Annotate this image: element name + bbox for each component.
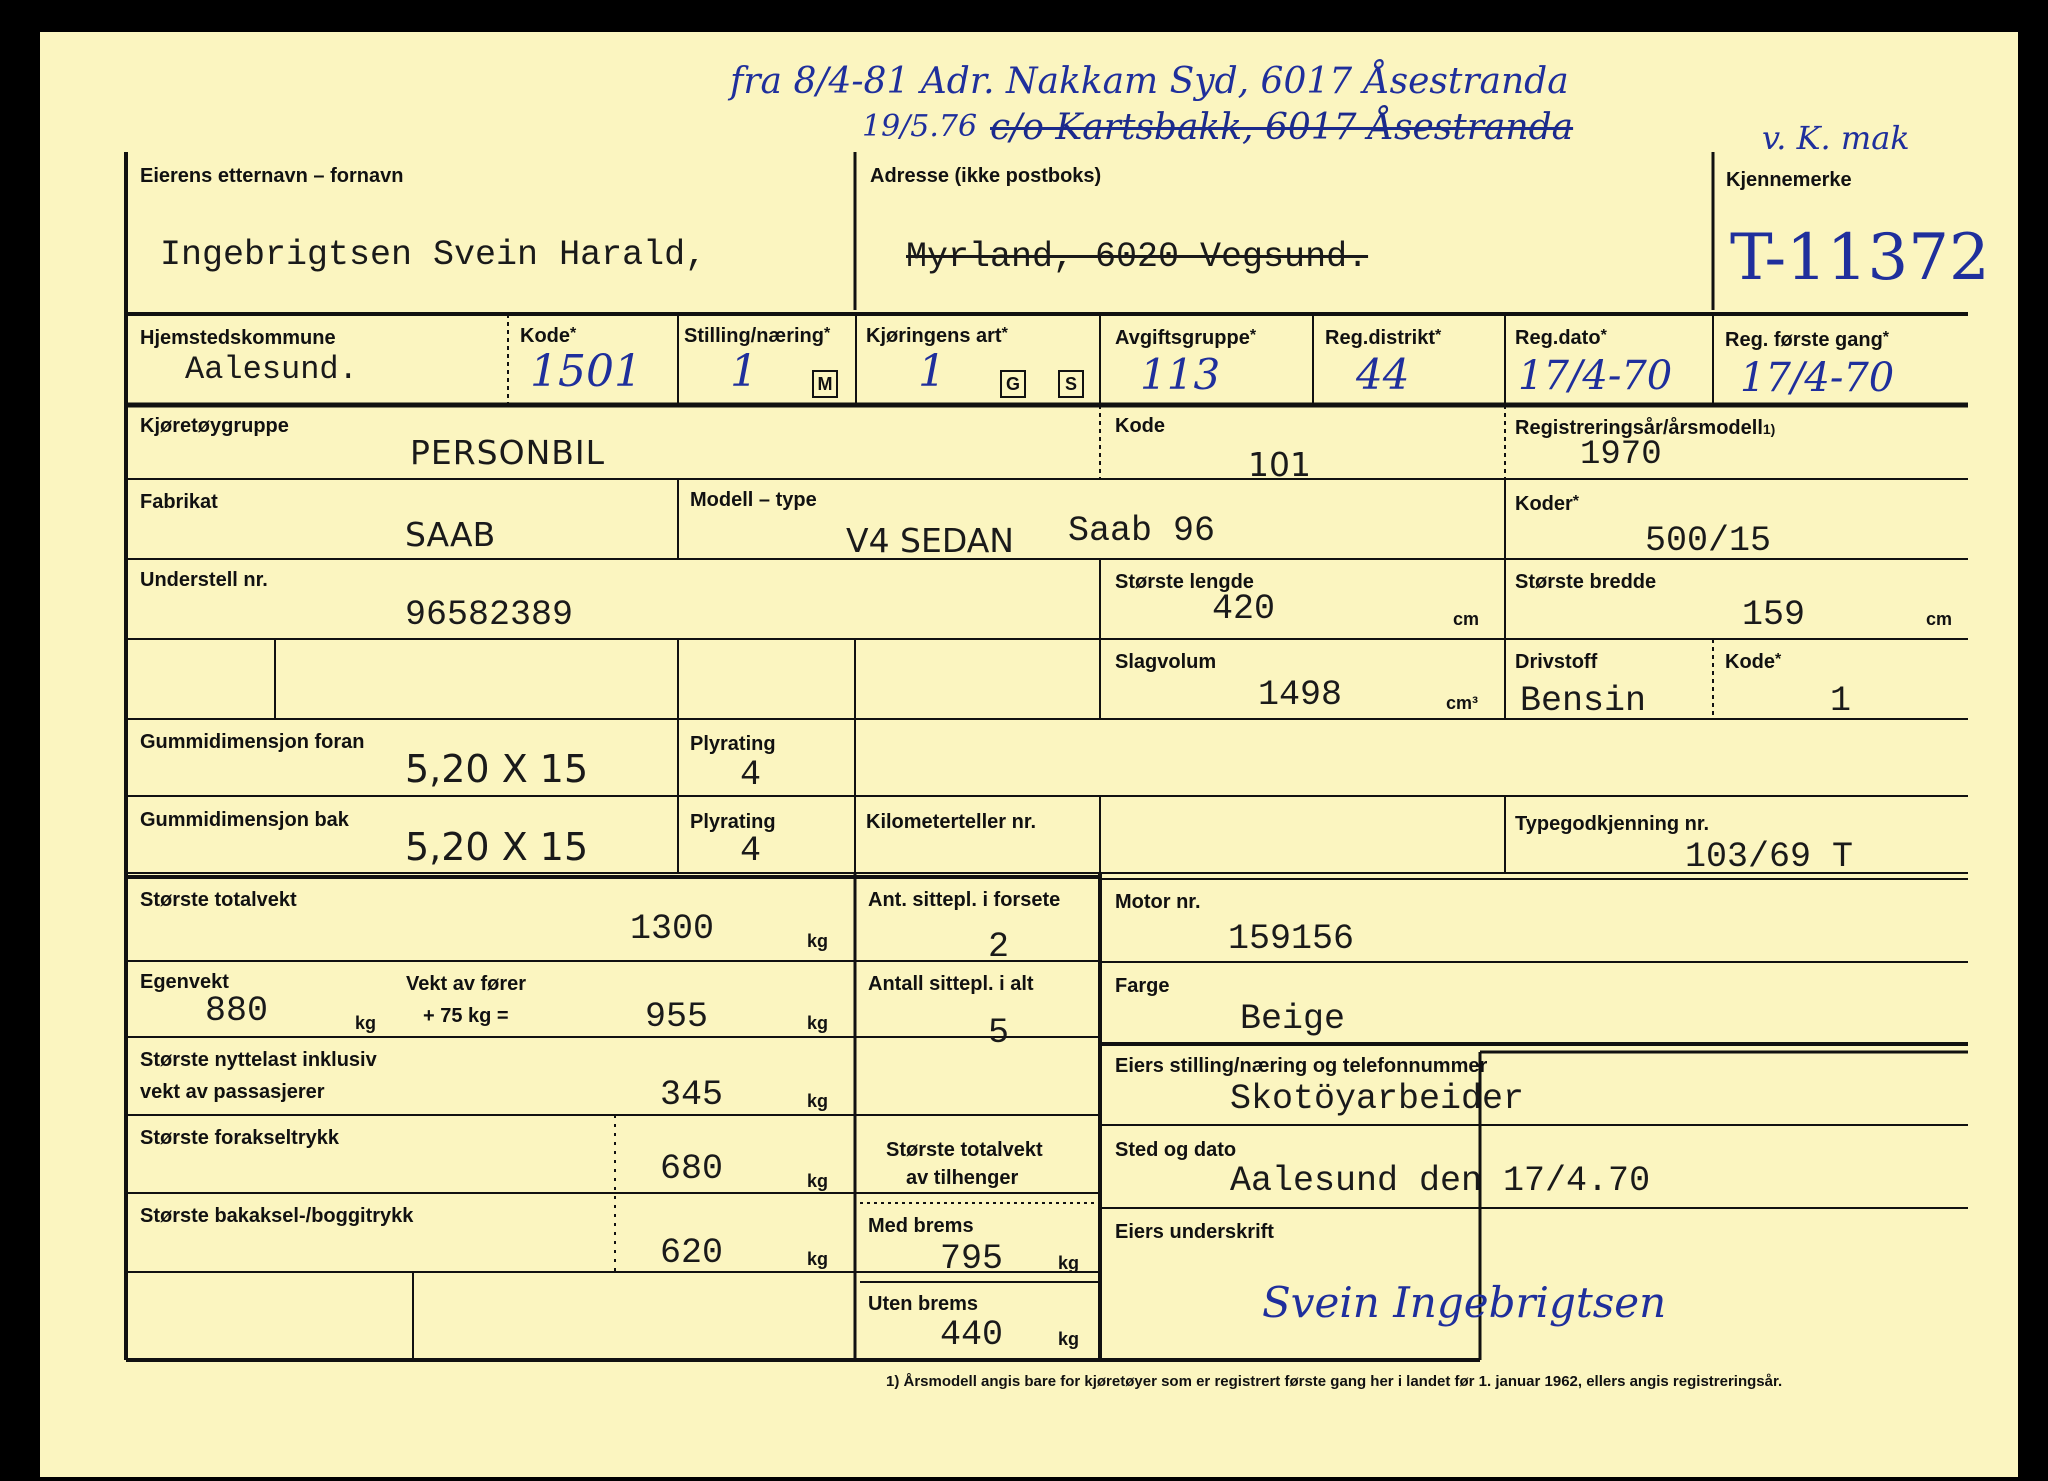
forer-formula: + 75 kg = <box>423 1005 509 1027</box>
stilling-box-m: M <box>812 370 838 398</box>
bredde-unit: cm <box>1926 609 1953 629</box>
drivkode-label: Kode* <box>1725 651 1782 673</box>
drivkode-value: 1 <box>1830 681 1852 721</box>
kode-value: 1501 <box>530 346 642 397</box>
handwritten-struck-address: c/o Kartsbakk, 6017 Åsestranda <box>990 107 1574 148</box>
medbrems-value: 795 <box>940 1239 1004 1279</box>
nyttelast-value: 345 <box>660 1075 724 1115</box>
owner-name-label: Eierens etternavn – fornavn <box>140 165 404 187</box>
slagvolum-label: Slagvolum <box>1115 651 1217 673</box>
slagvolum-unit: cm³ <box>1446 693 1479 713</box>
handwritten-address-change: fra 8/4-81 Adr. Nakkam Syd, 6017 Åsestranda <box>730 61 1569 102</box>
totalvekt-label: Største totalvekt <box>140 889 297 911</box>
vehicle-kode-label: Kode <box>1115 415 1165 437</box>
bakaksel-label: Største bakaksel-/boggitrykk <box>140 1205 414 1227</box>
eier-stilling-value: Skotöyarbeider <box>1230 1079 1525 1119</box>
gruppe-value: PERSONBIL <box>410 433 606 472</box>
foraksel-unit: kg <box>807 1171 829 1191</box>
understell-label: Understell nr. <box>140 569 268 591</box>
kjoring-box-s: S <box>1058 370 1084 398</box>
nyttelast-unit: kg <box>807 1091 829 1111</box>
stilling-value: 1 <box>730 346 758 397</box>
foraksel-value: 680 <box>660 1149 724 1189</box>
address-label: Adresse (ikke postboks) <box>870 165 1102 187</box>
address-value: Myrland, 6020 Vegsund. <box>906 237 1369 277</box>
forer-value: 955 <box>645 997 709 1037</box>
utenbrems-value: 440 <box>940 1315 1004 1355</box>
kjoring-label: Kjøringens art* <box>866 325 1008 347</box>
sted-dato-value: Aalesund den 17/4.70 <box>1230 1161 1651 1201</box>
regaar-value: 1970 <box>1580 436 1662 474</box>
bakaksel-unit: kg <box>807 1249 829 1269</box>
tire-front-value: 5,20 X 15 <box>405 747 589 791</box>
fabrikat-label: Fabrikat <box>140 491 218 513</box>
foraksel-label: Største forakseltrykk <box>140 1127 339 1149</box>
sted-dato-label: Sted og dato <box>1115 1139 1237 1161</box>
forsete-label: Ant. sittepl. i forsete <box>868 889 1061 911</box>
medbrems-unit: kg <box>1058 1253 1080 1273</box>
hjemsted-value: Aalesund. <box>185 351 358 388</box>
drivstoff-label: Drivstoff <box>1515 651 1598 673</box>
lengde-label: Største lengde <box>1115 571 1254 593</box>
avgift-label: Avgiftsgruppe* <box>1115 327 1257 349</box>
sittepl-alt-label: Antall sittepl. i alt <box>868 973 1034 995</box>
lengde-value: 420 <box>1212 589 1276 629</box>
ply-rear-label: Plyrating <box>690 811 776 833</box>
handwritten-note: v. K. mak <box>1762 119 1910 157</box>
koder-label: Koder* <box>1515 493 1580 515</box>
utenbrems-unit: kg <box>1058 1329 1080 1349</box>
medbrems-label: Med brems <box>868 1215 974 1237</box>
owner-signature: Svein Ingebrigtsen <box>1262 1278 1667 1327</box>
kode-label: Kode* <box>520 325 577 347</box>
registration-card <box>40 32 2018 1477</box>
modell-value: V4 SEDAN <box>846 521 1014 560</box>
hjemsted-label: Hjemstedskommune <box>140 327 336 349</box>
plate-value: T-11372 <box>1730 221 1990 295</box>
modell-label: Modell – type <box>690 489 817 511</box>
totalvekt-unit: kg <box>807 931 829 951</box>
bakaksel-value: 620 <box>660 1233 724 1273</box>
tire-front-label: Gummidimensjon foran <box>140 731 365 753</box>
fabrikat-value: SAAB <box>405 515 496 554</box>
understell-value: 96582389 <box>405 595 574 635</box>
avgift-value: 113 <box>1140 350 1221 399</box>
farge-value: Beige <box>1240 999 1346 1039</box>
ply-front-value: 4 <box>740 755 762 795</box>
owner-name-value: Ingebrigtsen Svein Harald, <box>160 235 707 275</box>
totalvekt-value: 1300 <box>630 909 715 949</box>
regdato-label: Reg.dato* <box>1515 327 1607 349</box>
stilling-label: Stilling/næring* <box>684 325 831 347</box>
handwritten-date: 19/5.76 <box>862 109 978 144</box>
lengde-unit: cm <box>1453 609 1480 629</box>
modell-handwritten: Saab 96 <box>1068 511 1216 551</box>
regdistrikt-label: Reg.distrikt* <box>1325 327 1442 349</box>
underskrift-label: Eiers underskrift <box>1115 1221 1274 1243</box>
forsete-value: 2 <box>988 927 1010 967</box>
motor-value: 159156 <box>1228 919 1355 959</box>
egenvekt-label: Egenvekt <box>140 971 229 993</box>
plate-label: Kjennemerke <box>1726 169 1852 191</box>
farge-label: Farge <box>1115 975 1170 997</box>
kilometer-label: Kilometerteller nr. <box>866 811 1037 833</box>
vehicle-kode-value: 101 <box>1248 445 1311 484</box>
tire-rear-value: 5,20 X 15 <box>405 825 589 869</box>
typegodkjenning-value: 103/69 T <box>1685 837 1854 877</box>
egenvekt-unit: kg <box>355 1013 377 1033</box>
motor-label: Motor nr. <box>1115 891 1201 913</box>
regforste-value: 17/4-70 <box>1740 355 1895 401</box>
tilhenger-label-2: av tilhenger <box>906 1167 1019 1189</box>
kjoring-value: 1 <box>918 346 946 397</box>
regaar-label: Registreringsår/årsmodell1) <box>1515 417 1776 439</box>
bredde-value: 159 <box>1742 595 1806 635</box>
nyttelast-label-1: Største nyttelast inklusiv <box>140 1049 377 1071</box>
regforste-label: Reg. første gang* <box>1725 329 1890 351</box>
kjoring-box-g: G <box>1000 370 1026 398</box>
slagvolum-value: 1498 <box>1258 675 1343 715</box>
ply-rear-value: 4 <box>740 831 762 871</box>
egenvekt-value: 880 <box>205 991 269 1031</box>
eier-stilling-label: Eiers stilling/næring og telefonnummer <box>1115 1055 1488 1077</box>
sittepl-alt-value: 5 <box>988 1013 1010 1053</box>
koder-value: 500/15 <box>1645 521 1772 561</box>
nyttelast-label-2: vekt av passasjerer <box>140 1081 325 1103</box>
forer-unit: kg <box>807 1013 829 1033</box>
forer-label: Vekt av fører <box>406 973 527 995</box>
tire-rear-label: Gummidimensjon bak <box>140 809 349 831</box>
utenbrems-label: Uten brems <box>868 1293 979 1315</box>
typegodkjenning-label: Typegodkjenning nr. <box>1515 813 1710 835</box>
footnote: 1) Årsmodell angis bare for kjøretøyer som er registrert første gang her i landet før 1. januar 1962, ellers angis registreringsår. <box>886 1373 1783 1390</box>
regdistrikt-value: 44 <box>1356 350 1410 399</box>
ply-front-label: Plyrating <box>690 733 776 755</box>
regdato-value: 17/4-70 <box>1518 353 1673 399</box>
drivstoff-value: Bensin <box>1520 681 1647 721</box>
bredde-label: Største bredde <box>1515 571 1657 593</box>
tilhenger-label-1: Største totalvekt <box>886 1139 1043 1161</box>
gruppe-label: Kjøretøygruppe <box>140 415 289 437</box>
